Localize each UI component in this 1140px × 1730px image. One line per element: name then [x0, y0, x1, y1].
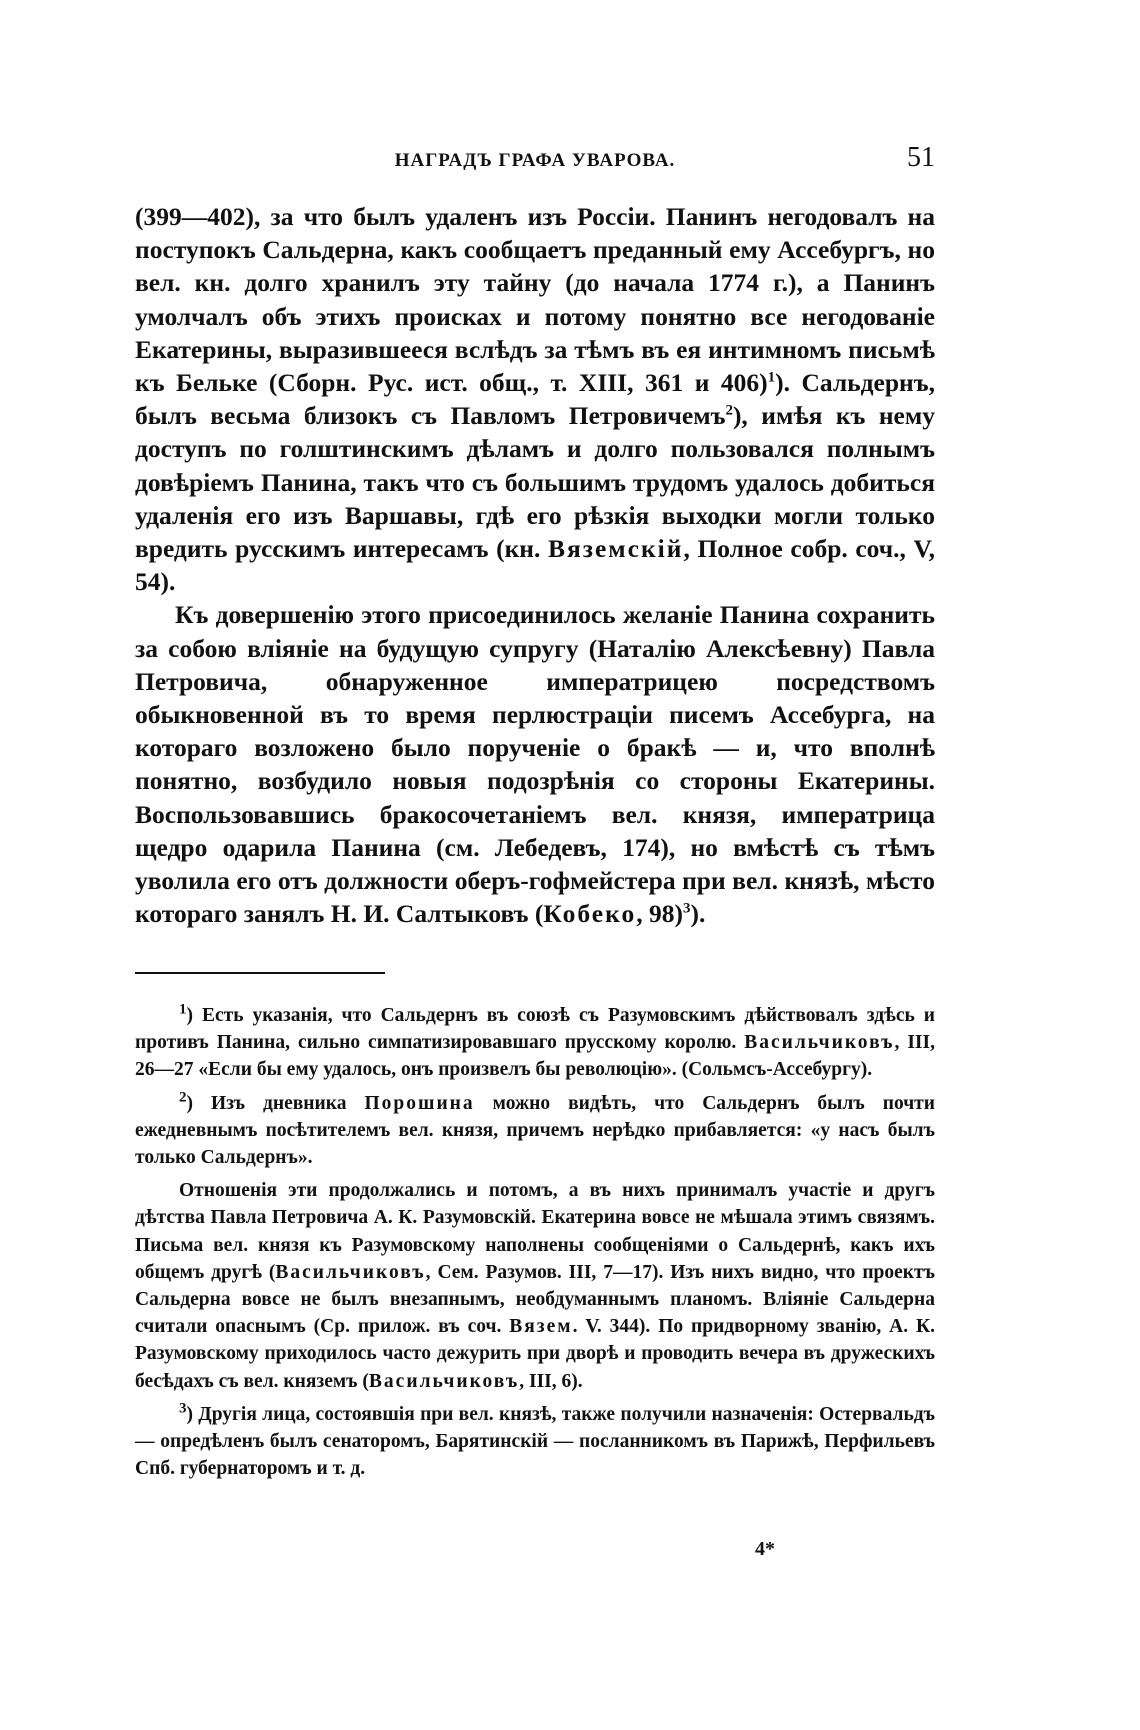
- footnote-1: [135, 1002, 935, 1084]
- paragraph-2: [135, 598, 935, 930]
- footnote-1-text-a: ) Есть указанія, что Сальдернъ въ союзѣ съ Разумовскимъ дѣйствовалъ здѣсь и противъ Панина, сильно симпатизировавшаго прусскому королю.: [135, 1005, 935, 1054]
- footnote-ref-2: 2: [725, 402, 733, 419]
- footnote-mark-2: 2: [179, 1089, 187, 1106]
- paragraph-1-text-b: ). Сальдернъ, былъ весьма близокъ съ Павломъ Петровичемъ: [135, 368, 935, 431]
- footnote-2c-text-d: , III, 6).: [519, 1370, 583, 1392]
- main-text: [135, 200, 935, 930]
- paragraph-2-text-c: ).: [690, 899, 706, 929]
- footnote-divider: [135, 972, 385, 974]
- paragraph-1-text-a: (399—402), за что былъ удаленъ изъ Россіи. Панинъ негодовалъ на поступокъ Сальдерна, какъ сообщаетъ преданный ему Ассебургъ, но вел. кн. долго хранилъ эту тайну (до начала 1774 г.), а Панинъ умолчалъ объ этихъ происках и потому понятно все негодованіе Екатерины, выразившееся вслѣдъ за тѣмъ въ ея интимномъ письмѣ къ Бельке (Сборн. Рус. ист. общ., т. XIII, 361 и 406): [135, 202, 935, 398]
- author-name: Кобеко: [543, 899, 637, 929]
- paragraph-1-text-d: , Полное собр. соч., V, 54).: [135, 534, 935, 597]
- footnote-3-text: ) Другія лица, состоявшія при вел. князѣ, также получили назначенія: Остервальдъ — опредѣленъ былъ сенаторомъ, Барятинскій — посланникомъ въ Парижѣ, Перфильевъ Спб. губернаторомъ и т. д.: [135, 1403, 935, 1480]
- signature-mark: 4*: [755, 1538, 775, 1560]
- author-name: Васильчиковъ: [275, 1261, 426, 1283]
- footnote-ref-1: 1: [767, 369, 776, 386]
- footnote-mark-3: 3: [179, 1400, 187, 1417]
- footnote-2c-text-a: Отношенія эти продолжались и потомъ, а въ нихъ принималъ участіе и другъ дѣтства Павла Петровича А. К. Разумовскій. Екатерина вовсе не мѣшала этимъ связямъ. Письма вел. князя къ Разумовскому наполнены сообщеніями о Сальдернѣ, какъ ихъ общемъ другѣ (: [135, 1180, 935, 1283]
- footnote-2c-text-b: , Сем. Разумов. III, 7—17). Изъ нихъ видно, что проектъ Сальдерна вовсе не былъ внезапнымъ, необдуманнымъ планомъ. Вліяніе Сальдерна считали опаснымъ (Ср. прилож. въ соч.: [135, 1261, 935, 1338]
- footnote-2-text-a: ) Изъ дневника: [186, 1092, 365, 1114]
- footnote-3: [135, 1401, 935, 1483]
- footnotes: [135, 1002, 935, 1488]
- footnote-2c-text-c: . V. 344). По придворному званію, А. К. Разумовскому приходилось часто дежурить при дворѣ и проводить вечера въ дружескихъ бесѣдахъ съ вел. княземъ (: [135, 1316, 935, 1392]
- footnote-2-text-b: можно видѣть, что Сальдернъ былъ почти ежедневнымъ посѣтителемъ вел. князя, причемъ нерѣдко прибавляется: «у насъ былъ только Сальдернъ».: [135, 1092, 936, 1169]
- author-name: Васильчиковъ: [368, 1370, 520, 1392]
- page-header: [135, 142, 935, 182]
- author-name: Васильчиковъ: [744, 1032, 895, 1054]
- paragraph-2-text-b: , 98): [636, 899, 683, 929]
- footnote-2-continued: [135, 1177, 935, 1395]
- running-title: НАГРАДЪ ГРАФА УВАРОВА.: [394, 150, 676, 171]
- footnote-2: [135, 1090, 935, 1172]
- paragraph-1: [135, 200, 935, 598]
- page-number: 51: [907, 142, 935, 173]
- author-name: Порошина: [364, 1092, 475, 1114]
- paragraph-2-text-a: Къ довершенію этого присоединилось желаніе Панина сохранить за собою вліяніе на будущую супругу (Наталію Алексѣевну) Павла Петровича, обнаруженное императрицею посредствомъ обыкновенной въ то время перлюстраціи писемъ Ассебурга, на котораго возложено было порученіе о бракѣ — и, что вполнѣ понятно, возбудило новыя подозрѣнія со стороны Екатерины. Воспользовавшись бракосочетаніемъ вел. князя, императрица щедро одарила Панина (см. Лебедевъ, 174), но вмѣстѣ съ тѣмъ уволила его отъ должности оберъ-гофмейстера при вел. князѣ, мѣсто котораго занялъ Н. И. Салтыковъ (: [135, 600, 935, 929]
- author-name: Вяземскій: [547, 534, 684, 564]
- footnote-mark-1: 1: [179, 1001, 187, 1018]
- paragraph-1-text-c: ), имѣя къ нему доступъ по голштинскимъ дѣламъ и долго пользовался полнымъ довѣріемъ Панина, такъ что съ большимъ трудомъ удалось добиться удаленія его изъ Варшавы, гдѣ его рѣзкія выходки могли только вредить русскимъ интересамъ (кн.: [135, 401, 935, 564]
- footnote-ref-3: 3: [682, 900, 691, 917]
- footnote-1-text-b: , III, 26—27 «Если бы ему удалось, онъ произвелъ бы революцію». (Сольмсъ-Ассебургу).: [135, 1032, 935, 1081]
- author-name: Вязем: [509, 1316, 573, 1338]
